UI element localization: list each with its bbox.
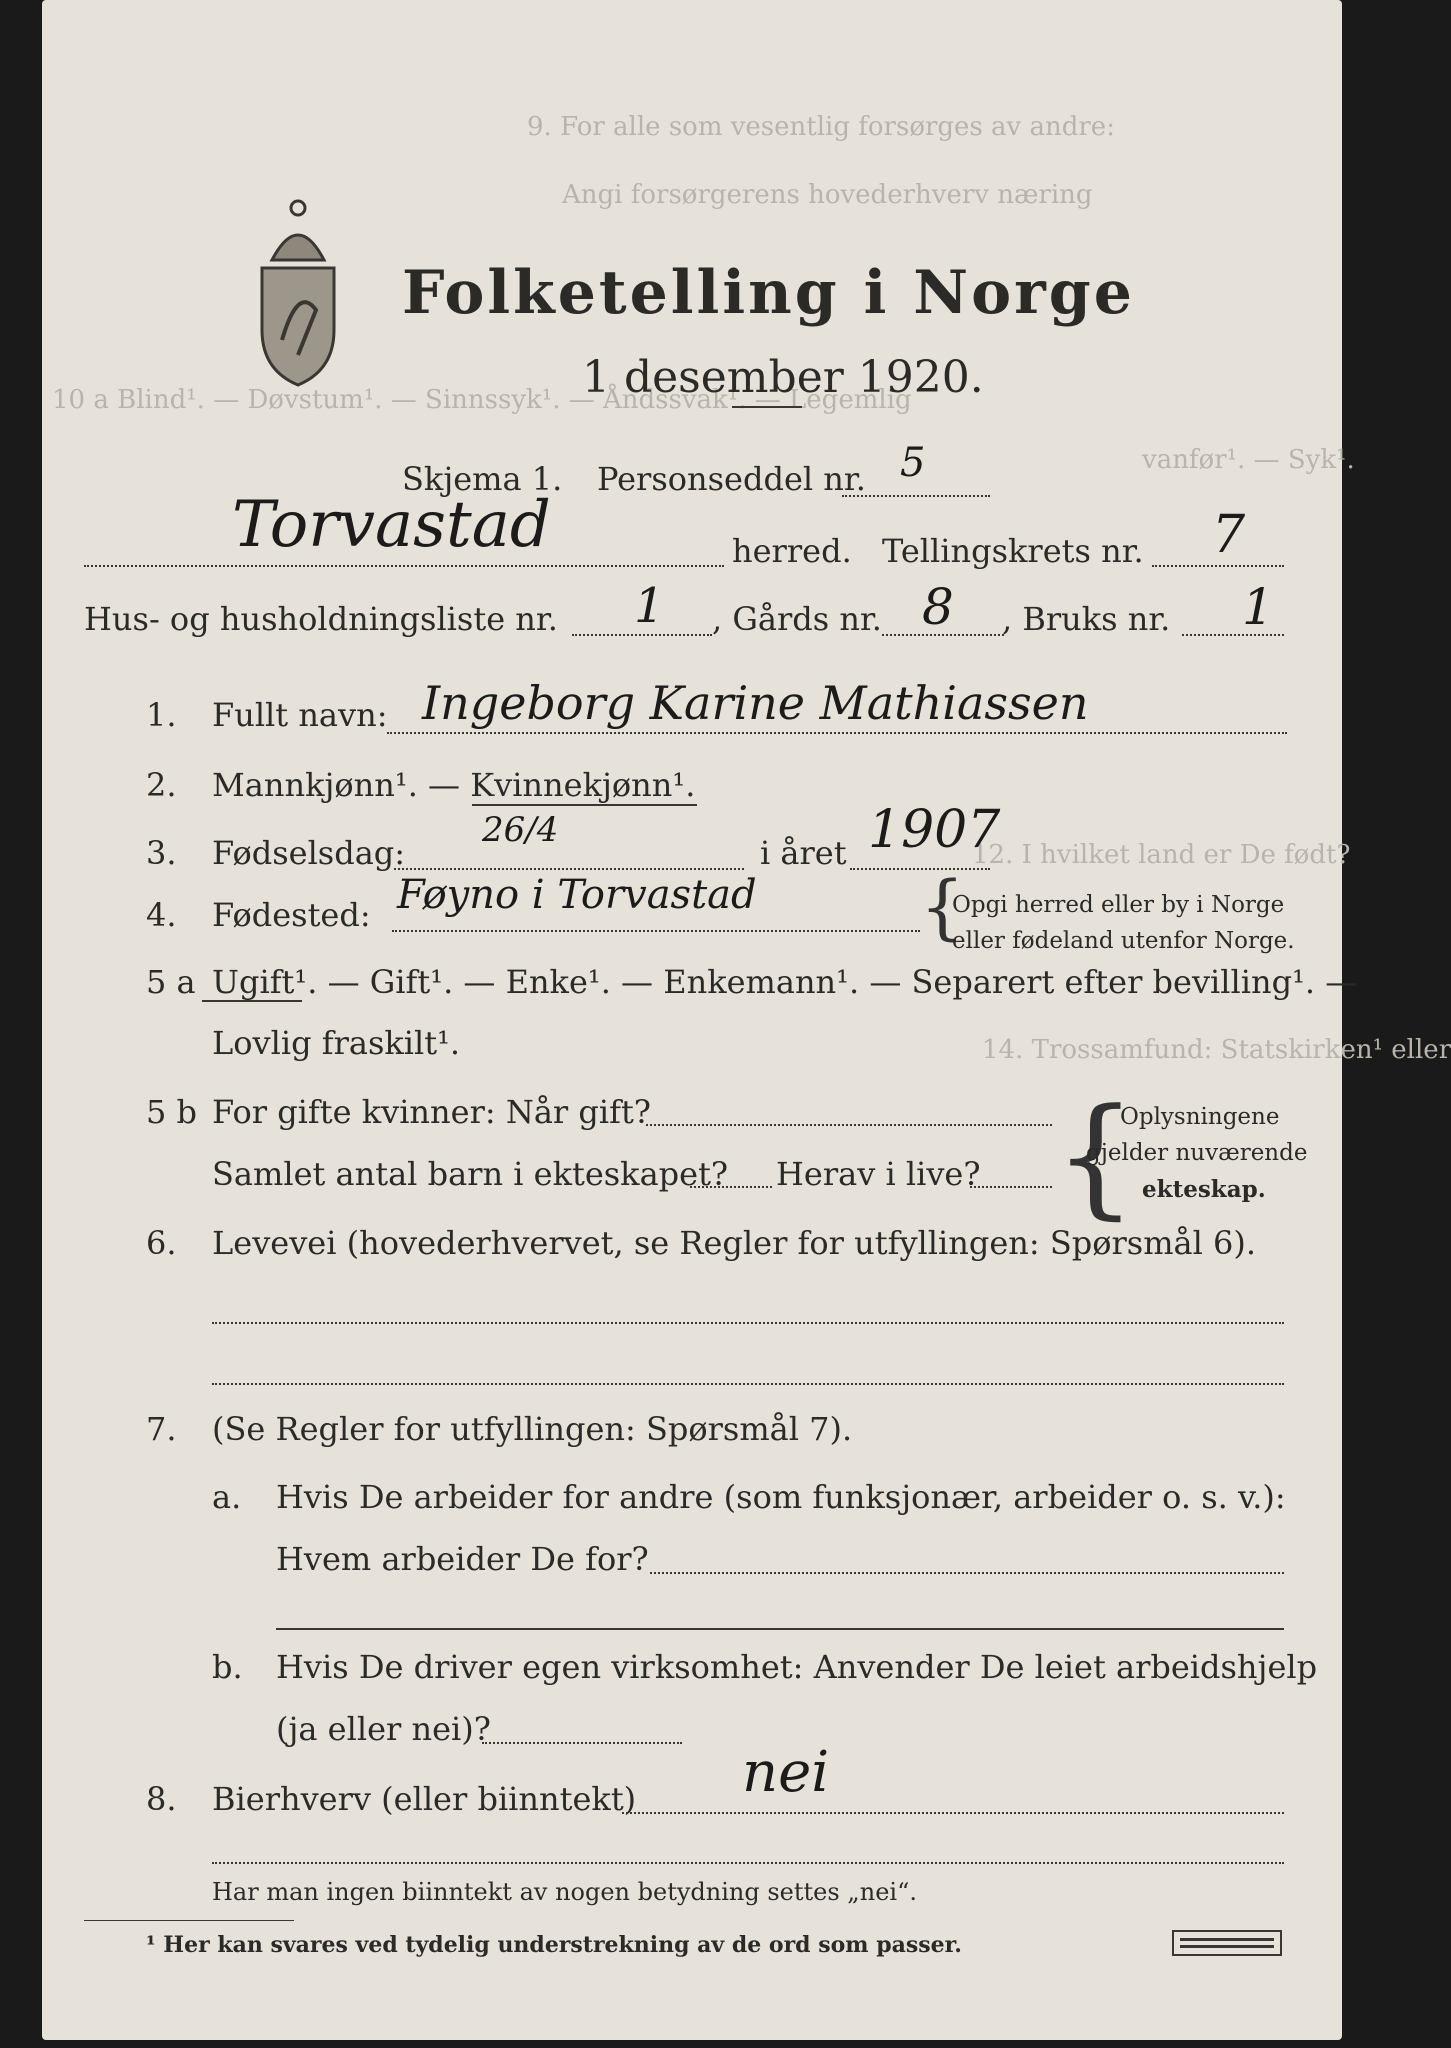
brace: { xyxy=(1054,1080,1137,1232)
employer-field[interactable] xyxy=(650,1572,1284,1574)
form-title: Folketelling i Norge xyxy=(402,258,1135,328)
q1-label: Fullt navn: xyxy=(212,696,388,734)
q3-year-label: i året xyxy=(760,834,847,872)
tellingskrets-value: 7 xyxy=(1212,505,1246,565)
q5a-number: 5 a xyxy=(146,963,196,1001)
q5a-line2: Lovlig fraskilt¹. xyxy=(212,1024,461,1062)
herred-value: Torvastad xyxy=(232,488,551,562)
printer-stamp-icon xyxy=(1172,1930,1282,1956)
secondary-income-field-line2[interactable] xyxy=(212,1862,1284,1864)
q5b-line2b: Herav i live? xyxy=(776,1155,981,1193)
hired-help-field[interactable] xyxy=(482,1742,682,1744)
ghost-text: 14. Trossamfund: Statskirken¹ eller xyxy=(982,1035,1451,1065)
occupation-field-line1[interactable] xyxy=(212,1322,1284,1324)
q3-number: 3. xyxy=(146,834,177,872)
children-alive-field[interactable] xyxy=(970,1186,1052,1188)
birthdate-field[interactable] xyxy=(394,868,744,870)
q4-number: 4. xyxy=(146,896,177,934)
q7a-line1: Hvis De arbeider for andre (som funksjonær, arbeider o. s. v.): xyxy=(276,1478,1286,1516)
tellingskrets-field[interactable] xyxy=(1152,565,1284,567)
married-date-field[interactable] xyxy=(646,1124,1052,1126)
q7-number: 7. xyxy=(146,1410,177,1448)
q4-note-line2: eller fødeland utenfor Norge. xyxy=(952,928,1295,954)
gards-value: 8 xyxy=(922,578,954,636)
brace: { xyxy=(920,866,965,948)
hus-field[interactable] xyxy=(572,634,712,636)
full-name-value: Ingeborg Karine Mathiassen xyxy=(422,676,1089,730)
birth-year-value: 1907 xyxy=(868,800,1001,860)
bruks-label: , Bruks nr. xyxy=(1002,600,1171,638)
q5b-note-line2: gjelder nuværende xyxy=(1086,1140,1308,1166)
personseddel-label: Personseddel nr. xyxy=(597,460,866,498)
q5b-note-line3: ekteskap. xyxy=(1142,1176,1266,1203)
q7a-line2: Hvem arbeider De for? xyxy=(276,1540,649,1578)
q5b-line2a: Samlet antal barn i ekteskapet? xyxy=(212,1155,729,1193)
ghost-text: 9. For alle som vesentlig forsørges av andre: xyxy=(527,112,1115,142)
herred-label: herred. xyxy=(732,532,852,570)
birthplace-field[interactable] xyxy=(392,930,920,932)
personseddel-field[interactable] xyxy=(842,495,990,497)
q8-number: 8. xyxy=(146,1780,177,1818)
footnote-divider xyxy=(84,1920,294,1921)
q7b-number: b. xyxy=(212,1648,243,1686)
ghost-text: 10 a Blind¹. — Døvstum¹. — Sinnssyk¹. — Åndssvak¹. — Legemlig xyxy=(52,385,912,415)
q1-number: 1. xyxy=(146,696,177,734)
q5b-note-line1: Oplysningene xyxy=(1120,1104,1280,1130)
children-count-field[interactable] xyxy=(690,1186,772,1188)
ghost-text: 12. I hvilket land er De født? xyxy=(972,840,1351,870)
form-date: 1 desember 1920. xyxy=(582,352,984,403)
ugift-underline xyxy=(202,1000,302,1002)
q7-label: (Se Regler for utfyllingen: Spørsmål 7). xyxy=(212,1410,853,1448)
birthplace-value: Føyno i Torvastad xyxy=(397,872,757,918)
q5b-line1: For gifte kvinner: Når gift? xyxy=(212,1093,651,1131)
coat-of-arms-icon xyxy=(242,190,354,390)
q3-label: Fødselsdag: xyxy=(212,834,406,872)
herred-field[interactable] xyxy=(84,565,724,567)
note-text: Har man ingen biinntekt av nogen betydning settes „nei“. xyxy=(212,1878,917,1906)
birthdate-value: 26/4 xyxy=(482,810,559,850)
q5b-number: 5 b xyxy=(146,1093,198,1131)
skjema-label: Skjema 1. xyxy=(402,460,563,498)
tellingskrets-label: Tellingskrets nr. xyxy=(882,532,1144,570)
secondary-income-field[interactable] xyxy=(622,1812,1284,1814)
divider xyxy=(732,406,802,408)
q7a-number: a. xyxy=(212,1478,242,1516)
q6-label: Levevei (hovederhvervet, se Regler for utfyllingen: Spørsmål 6). xyxy=(212,1224,1257,1262)
q4-note-line1: Opgi herred eller by i Norge xyxy=(952,892,1285,918)
occupation-field-line2[interactable] xyxy=(212,1383,1284,1385)
q8-label: Bierhverv (eller biinntekt) xyxy=(212,1780,637,1818)
footnote: ¹ Her kan svares ved tydelig understrekning av de ord som passer. xyxy=(146,1932,962,1958)
q6-number: 6. xyxy=(146,1224,177,1262)
ghost-text: vanfør¹. — Syk¹. xyxy=(1142,445,1355,475)
hus-label: Hus- og husholdningsliste nr. xyxy=(84,600,558,638)
personseddel-value: 5 xyxy=(900,440,926,486)
gards-label: , Gårds nr. xyxy=(712,600,882,638)
secondary-income-value: nei xyxy=(742,1740,830,1805)
q2-number: 2. xyxy=(146,766,177,804)
q2-label: Mannkjønn¹. — Kvinnekjønn¹. xyxy=(212,766,696,804)
q5a-line1: Ugift¹. — Gift¹. — Enke¹. — Enkemann¹. — Separert efter bevilling¹. — xyxy=(212,963,1358,1001)
q4-label: Fødested: xyxy=(212,896,371,934)
ghost-text: Angi forsørgerens hovederhverv næring xyxy=(562,180,1093,210)
employer-field-line2[interactable] xyxy=(276,1628,1284,1630)
census-form xyxy=(42,0,1451,2040)
full-name-field[interactable] xyxy=(387,732,1287,734)
q7b-line1: Hvis De driver egen virksomhet: Anvender De leiet arbeidshjelp xyxy=(276,1648,1318,1686)
q7b-line2: (ja eller nei)? xyxy=(276,1710,491,1748)
kvinnekjonn-underline xyxy=(472,804,697,806)
bruks-value: 1 xyxy=(1242,578,1274,636)
hus-value: 1 xyxy=(634,578,665,634)
